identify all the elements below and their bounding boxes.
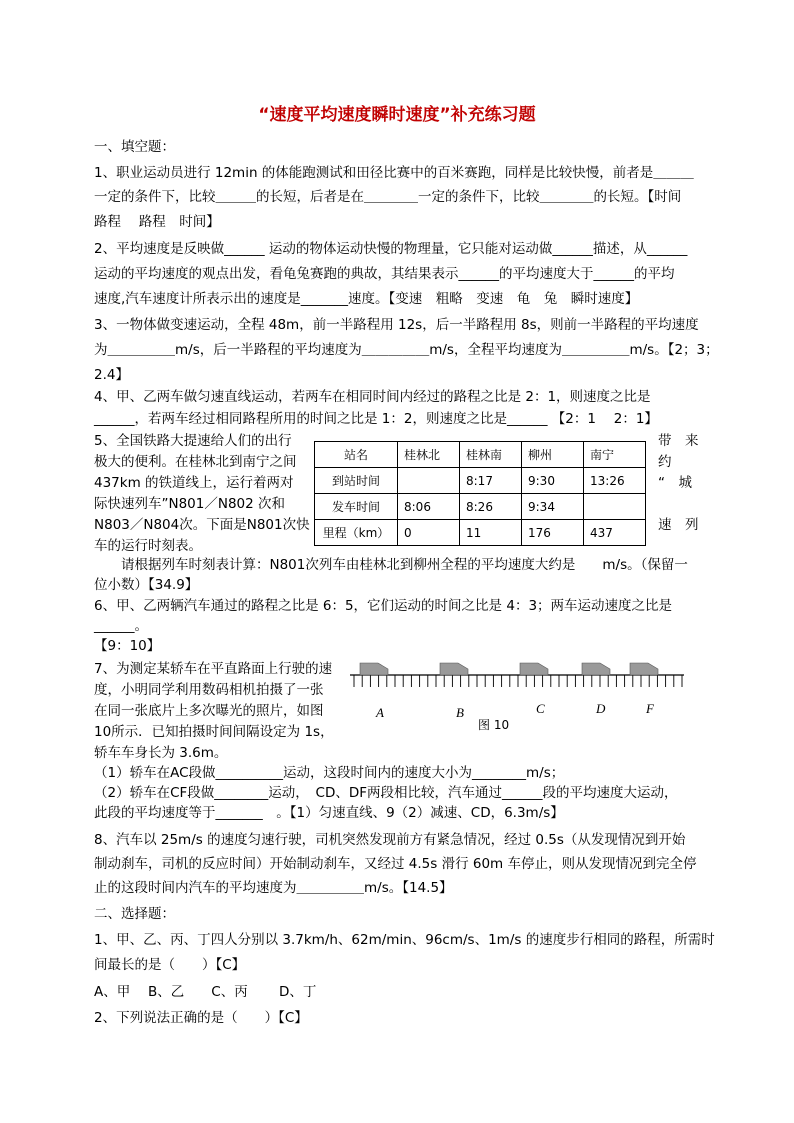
q7-line: 在同一张底片上多次曝光的照片，如图	[94, 703, 324, 719]
q5-line: N803／N804次。下面是N801次快	[94, 517, 310, 533]
point-label-b: B	[456, 705, 464, 720]
point-label-f: F	[646, 701, 654, 716]
section-fill-in-heading: 一、填空题：	[94, 139, 175, 155]
table-cell: 里程（km）	[315, 520, 398, 546]
table-header-cell: 桂林南	[460, 442, 522, 468]
table-row	[315, 468, 646, 494]
car-image-c	[520, 663, 548, 675]
q3-line: 为＿＿＿＿＿m/s，后一半路程的平均速度为＿＿＿＿＿m/s，全程平均速度为＿＿＿＿＿m/s。【2；3；	[94, 342, 719, 358]
q6-line: 6、甲、乙两辆汽车通过的路程之比是 6：5，它们运动的时间之比是 4：3；两车运动速度之比是	[94, 598, 673, 614]
q7-line: 轿车车身长为 3.6m。	[94, 745, 228, 761]
q5-line: 5、全国铁路大提速给人们的出行	[94, 433, 292, 449]
q8-line: 制动刹车，司机的反应时间）开始制动刹车，又经过 4.5s 滑行 60m 车停止，则从发现情况到完全停	[94, 856, 697, 872]
q7-line: 7、为测定某轿车在平直路面上行驶的速	[94, 661, 333, 677]
q7-line: 10所示．已知拍摄时间间隔设定为 1s，	[94, 724, 334, 740]
table-cell: 13:26	[584, 468, 646, 494]
table-cell: 8:06	[398, 494, 460, 520]
q2-line: 运动的平均速度的观点出发，看龟兔赛跑的典故，其结果表示______的平均速度大于______的平均	[94, 266, 675, 282]
q7-subquestion: （2）轿车在CF段做________运动， CD、DF两段相比较，汽车通过______段的平均速度大运动，	[94, 785, 678, 801]
q7-line: 度，小明同学利用数码相机拍摄了一张	[94, 682, 324, 698]
table-row	[315, 494, 646, 520]
q1-line: 1、职业运动员进行 12min 的体能跑测试和田径比赛中的百米赛跑，同样是比较快慢，前者是＿＿＿	[94, 165, 694, 181]
table-header-cell: 南宁	[584, 442, 646, 468]
q2-line: 2、平均速度是反映做______ 运动的物体运动快慢的物理量，它只能对运动做______描述，从______	[94, 241, 688, 257]
table-cell: 发车时间	[315, 494, 398, 520]
mc1-options: A、甲 B、乙 C、丙 D、丁	[94, 984, 317, 1000]
q7-subquestion: 此段的平均速度等于_______ 。【1）匀速直线、9（2）减速、CD，6.3m/s】	[94, 805, 564, 821]
car-image-f	[630, 663, 658, 675]
q4-line: 4、甲、乙两车做匀速直线运动，若两车在相同时间内经过的路程之比是 2：1，则速度之比是	[94, 389, 651, 405]
q5-right-fragment: “ 城	[658, 475, 692, 491]
car-image-b	[440, 663, 468, 675]
car-exposure-figure	[348, 655, 686, 735]
q5-right-fragment: 约	[658, 454, 672, 470]
train-timetable	[314, 441, 646, 546]
point-label-d: D	[596, 701, 606, 716]
q6-line: 【9：10】	[94, 638, 161, 654]
timetable-header-row	[315, 442, 646, 468]
q5-line: 437km 的铁道线上，运行着两对	[94, 475, 294, 491]
section-choice-heading: 二、选择题：	[94, 906, 175, 922]
q1-line: 路程 路程 时间】	[94, 214, 220, 230]
table-cell: 8:17	[460, 468, 522, 494]
q5-question-line: 请根据列车时刻表计算：N801次列车由桂林北到柳州全程的平均速度大约是 m/s。（保留一	[94, 557, 688, 573]
table-cell: 437	[584, 520, 646, 546]
table-header-cell: 站名	[315, 442, 398, 468]
table-row	[315, 520, 646, 546]
q5-right-fragment: 带 来	[658, 433, 699, 449]
q2-line: 速度,汽车速度计所表示出的速度是_______速度。【变速 粗略 变速 龟 兔 瞬时速度】	[94, 291, 639, 307]
page-title: “速度平均速度瞬时速度”补充练习题	[258, 105, 536, 125]
q5-line: 车的运行时刻表。	[94, 538, 202, 554]
table-cell: 9:34	[522, 494, 584, 520]
q8-line: 8、汽车以 25m/s 的速度匀速行驶，司机突然发现前方有紧急情况，经过 0.5s（从发现情况到开始	[94, 832, 686, 848]
q5-line: 际快速列车”N801／N802 次和	[94, 496, 286, 512]
q4-line: ______，若两车经过相同路程所用的时间之比是 1：2，则速度之比是______ 【2：1 2：1】	[94, 411, 658, 427]
car-image-d	[582, 663, 610, 675]
q3-line: 2.4】	[94, 367, 129, 383]
car-image-a	[360, 663, 388, 675]
q5-question-line: 位小数）【34.9】	[94, 577, 199, 593]
q1-line: 一定的条件下，比较＿＿＿的长短，后者是在＿＿＿＿一定的条件下，比较＿＿＿＿的长短。【时间	[94, 189, 682, 205]
mc1-line: 间最长的是（ ）【C】	[94, 957, 246, 973]
table-cell	[398, 468, 460, 494]
q7-subquestion: （1）轿车在AC段做__________运动，这段时间内的速度大小为________m/s；	[94, 765, 565, 781]
table-cell: 0	[398, 520, 460, 546]
q6-line: ______。	[94, 618, 148, 634]
table-cell	[584, 494, 646, 520]
figure-caption: 图 10	[478, 718, 510, 732]
point-label-a: A	[376, 705, 384, 720]
q8-line: 止的这段时间内汽车的平均速度为＿＿＿＿＿m/s。【14.5】	[94, 880, 453, 896]
mc2-line: 2、下列说法正确的是（ ）【C】	[94, 1010, 308, 1026]
table-cell: 8:26	[460, 494, 522, 520]
table-cell: 到站时间	[315, 468, 398, 494]
table-cell: 11	[460, 520, 522, 546]
q3-line: 3、一物体做变速运动，全程 48m，前一半路程用 12s，后一半路程用 8s，则前一半路程的平均速度	[94, 317, 699, 333]
point-label-c: C	[536, 701, 545, 716]
table-header-cell: 桂林北	[398, 442, 460, 468]
table-cell: 176	[522, 520, 584, 546]
table-header-cell: 柳州	[522, 442, 584, 468]
q5-right-fragment: 速 列	[658, 517, 699, 533]
table-cell: 9:30	[522, 468, 584, 494]
mc1-line: 1、甲、乙、丙、丁四人分别以 3.7km/h、62m/min、96cm/s、1m/s 的速度步行相同的路程，所需时	[94, 932, 715, 948]
q5-line: 极大的便利。在桂林北到南宁之间	[94, 454, 297, 470]
